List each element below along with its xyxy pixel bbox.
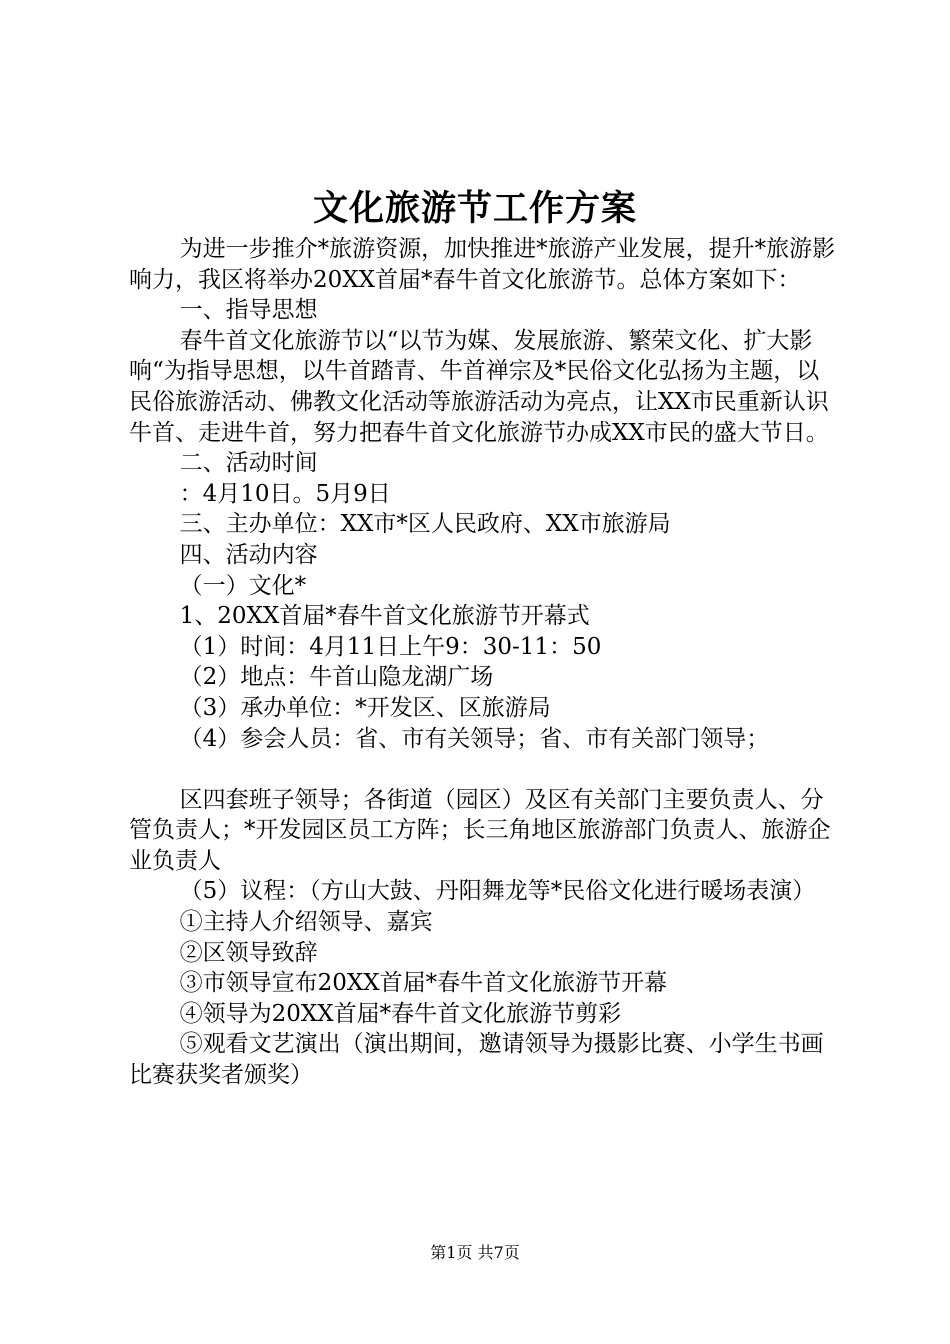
paragraph-organizers: 三、主办单位：XX市*区人民政府、XX市旅游局 — [179, 511, 671, 538]
document-body — [129, 234, 837, 1091]
agenda-step-2: ②区领导致辞 — [179, 939, 318, 966]
heading-activity-time: 二、活动时间 — [179, 450, 318, 477]
item-time: （1）时间：4月11日上午9：30-11：50 — [179, 633, 602, 660]
paragraph-intro: 为进一步推介*旅游资源，加快推进*旅游产业发展，提升*旅游影响力，我区将举办20XX首届*春牛首文化旅游节。总体方案如下： — [129, 236, 836, 293]
item-attendees: （4）参会人员：省、市有关领导；省、市有关部门领导； — [179, 725, 770, 752]
item-location: （2）地点：牛首山隐龙湖广场 — [179, 664, 494, 691]
item-host-unit: （3）承办单位：*开发区、区旅游局 — [179, 694, 551, 721]
heading-activity-content: 四、活动内容 — [179, 541, 318, 568]
paragraph-guiding-ideology: 春牛首文化旅游节以“以节为媒、发展旅游、繁荣文化、扩大影响“为指导思想，以牛首踏青、牛首禅宗及*民俗文化弘扬为主题，以民俗旅游活动、佛教文化活动等旅游活动为亮点，让XX市民重新认识牛首、走进牛首，努力把春牛首文化旅游节办成XX市民的盛大节日。 — [129, 327, 829, 446]
paragraph-activity-time: ：4月10日。5月9日 — [179, 480, 391, 507]
subheading-culture: （一）文化* — [179, 572, 307, 599]
page-footer: 第1页 共7页 — [430, 1243, 520, 1262]
agenda-step-5: ⑤观看文艺演出（演出期间，邀请领导为摄影比赛、小学生书画比赛获奖者颁奖） — [129, 1031, 824, 1089]
paragraph-attendees-continued: 区四套班子领导；各街道（园区）及区有关部门主要负责人、分管负责人；*开发园区员工方阵；长三角地区旅游部门负责人、旅游企业负责人 — [129, 786, 831, 874]
blank-line — [129, 754, 837, 785]
item-agenda: （5）议程：（方山大鼓、丹阳舞龙等*民俗文化进行暖场表演） — [179, 878, 816, 905]
document-title: 文化旅游节工作方案 — [312, 188, 637, 229]
agenda-step-3: ③市领导宣布20XX首届*春牛首文化旅游节开幕 — [179, 970, 668, 997]
agenda-step-1: ①主持人介绍领导、嘉宾 — [179, 909, 433, 936]
item-opening-ceremony: 1、20XX首届*春牛首文化旅游节开幕式 — [179, 603, 590, 630]
heading-guiding-ideology: 一、指导思想 — [179, 297, 318, 324]
agenda-step-4: ④领导为20XX首届*春牛首文化旅游节剪彩 — [179, 1000, 622, 1027]
